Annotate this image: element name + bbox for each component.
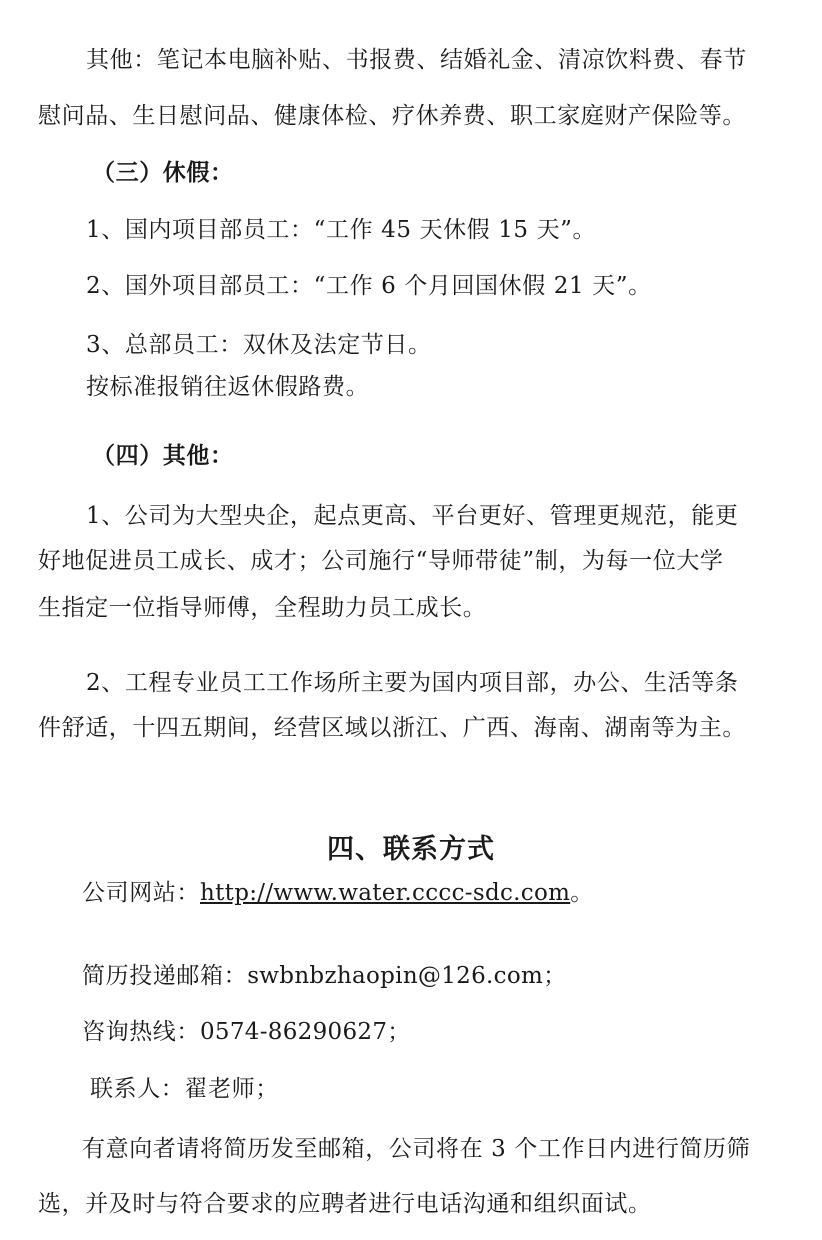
- phone-label: 咨询热线：: [82, 1019, 200, 1045]
- closing-line-1: 有意向者请将简历发至邮箱，公司将在 3 个工作日内进行简历筛: [82, 1136, 751, 1162]
- email-label: 简历投递邮箱：: [82, 963, 248, 989]
- other-item-1-line-3: 生指定一位指导师傅，全程助力员工成长。: [38, 595, 487, 621]
- phone-value: 0574-86290627；: [200, 1019, 411, 1045]
- website-label: 公司网站：: [82, 880, 200, 906]
- contact-person-value: 翟老师；: [184, 1076, 279, 1102]
- vacation-item-2: 2、国外项目部员工：“工作 6 个月回国休假 21 天”。: [86, 273, 652, 299]
- other-heading: （四）其他：: [92, 443, 234, 469]
- contact-person-label: 联系人：: [90, 1076, 185, 1102]
- other-item-2-line-2: 件舒适，十四五期间，经营区域以浙江、广西、海南、湖南等为主。: [38, 715, 746, 741]
- website-link[interactable]: http://www.water.cccc-sdc.com: [200, 880, 571, 906]
- contact-title: 四、联系方式: [327, 834, 495, 865]
- other-item-1-line-1: 1、公司为大型央企，起点更高、平台更好、管理更规范，能更: [86, 503, 739, 529]
- website-row: [82, 877, 594, 909]
- benefits-other-line-2: 慰问品、生日慰问品、健康体检、疗休养费、职工家庭财产保险等。: [38, 103, 746, 129]
- contact-person-row: [90, 1073, 279, 1105]
- other-item-1-line-2: 好地促进员工成长、成才；公司施行“导师带徒”制，为每一位大学: [38, 548, 724, 574]
- closing-line-2: 选，并及时与符合要求的应聘者进行电话沟通和组织面试。: [38, 1191, 652, 1217]
- benefits-other-line-1: 其他：笔记本电脑补贴、书报费、结婚礼金、清凉饮料费、春节: [86, 47, 747, 73]
- email-value[interactable]: swbnbzhaopin@126.com；: [247, 963, 567, 989]
- vacation-item-3: 3、总部员工：双休及法定节日。: [86, 332, 432, 358]
- vacation-note: 按标准报销往返休假路费。: [86, 374, 370, 400]
- vacation-heading: （三）休假：: [92, 160, 234, 186]
- website-end: 。: [570, 880, 594, 906]
- email-row: [82, 960, 566, 992]
- vacation-item-1: 1、国内项目部员工：“工作 45 天休假 15 天”。: [86, 217, 597, 243]
- other-item-2-line-1: 2、工程专业员工工作场所主要为国内项目部，办公、生活等条: [86, 670, 739, 696]
- phone-row: [82, 1016, 411, 1048]
